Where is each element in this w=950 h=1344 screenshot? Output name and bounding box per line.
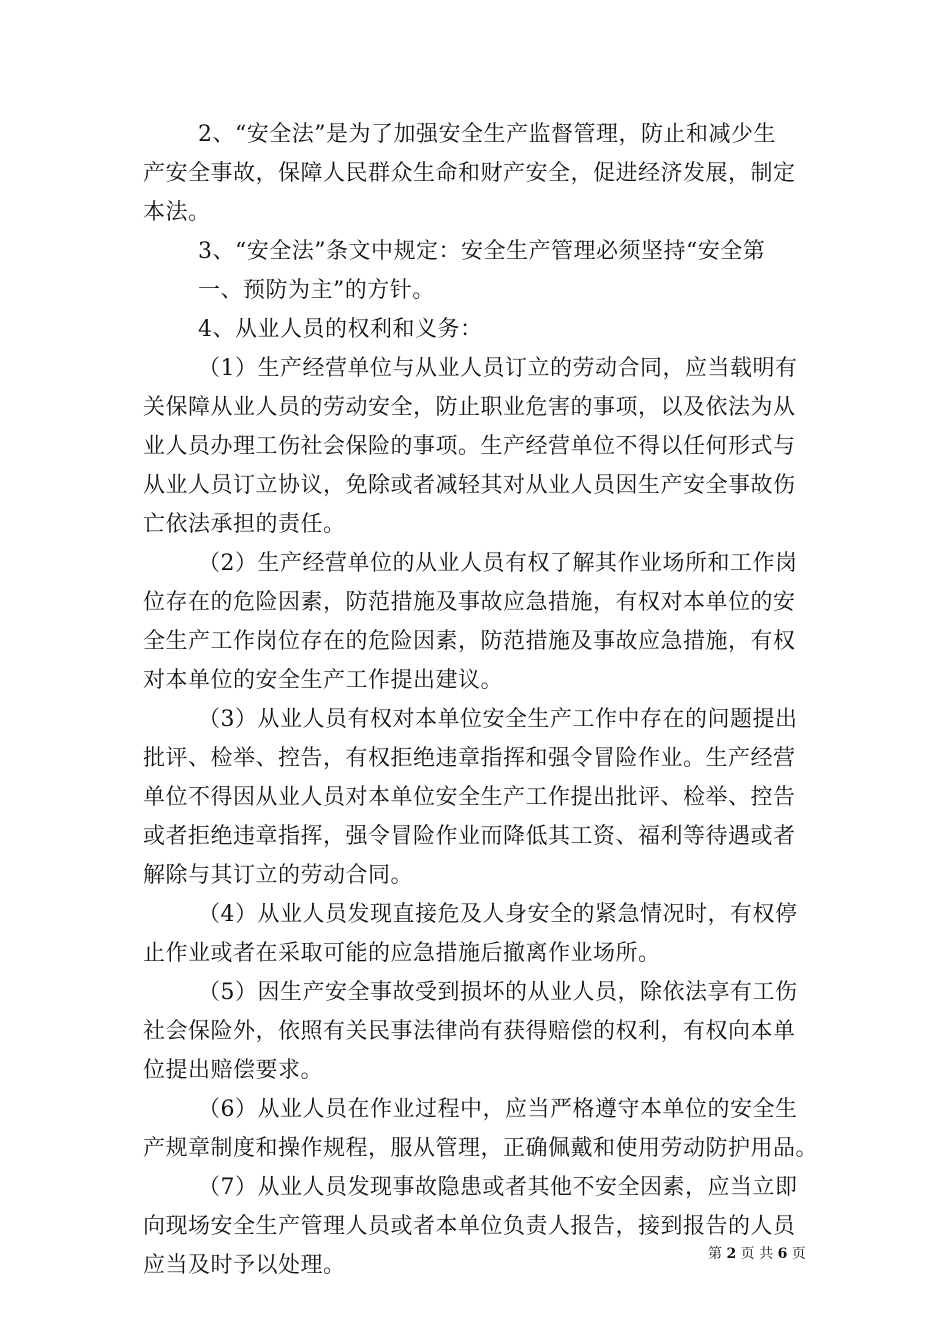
text-line: 3、“安全法”条文中规定：安全生产管理必须坚持“安全第 xyxy=(198,239,766,264)
text-line: 位提出赔偿要求。 xyxy=(143,1058,324,1083)
text-line: 本法。 xyxy=(143,200,211,225)
footer-suffix: 页 xyxy=(791,1246,806,1262)
text-line: 全生产工作岗位存在的危险因素，防范措施及事故应急措施，有权 xyxy=(143,629,796,654)
text-line: （6）从业人员在作业过程中，应当严格遵守本单位的安全生 xyxy=(198,1097,798,1122)
page-number-footer xyxy=(708,1245,806,1263)
text-line: 业人员办理工伤社会保险的事项。生产经营单位不得以任何形式与 xyxy=(143,434,796,459)
text-line: 产安全事故，保障人民群众生命和财产安全，促进经济发展，制定 xyxy=(143,161,796,186)
text-line: （5）因生产安全事故受到损坏的从业人员，除依法享有工伤 xyxy=(198,980,798,1005)
text-line: 向现场安全生产管理人员或者本单位负责人报告，接到报告的人员 xyxy=(143,1214,796,1239)
text-line: 解除与其订立的劳动合同。 xyxy=(143,863,414,888)
footer-middle: 页 共 xyxy=(740,1246,774,1262)
current-page-number: 2 xyxy=(726,1246,737,1262)
text-line: 单位不得因从业人员对本单位安全生产工作提出批评、检举、控告 xyxy=(143,785,796,810)
text-line: 亡依法承担的责任。 xyxy=(143,512,346,537)
text-line: （7）从业人员发现事故隐患或者其他不安全因素，应当立即 xyxy=(198,1175,798,1200)
text-line: （3）从业人员有权对本单位安全生产工作中存在的问题提出 xyxy=(198,707,798,732)
text-line: 2、“安全法”是为了加强安全生产监督管理，防止和减少生 xyxy=(198,122,776,147)
text-line: 一、预防为主”的方针。 xyxy=(198,278,435,303)
text-line: 产规章制度和操作规程，服从管理，正确佩戴和使用劳动防护用品。 xyxy=(143,1136,819,1161)
text-line: 止作业或者在采取可能的应急措施后撤离作业场所。 xyxy=(143,941,661,966)
text-line: 批评、检举、控告，有权拒绝违章指挥和强令冒险作业。生产经营 xyxy=(143,746,796,771)
text-line: 位存在的危险因素，防范措施及事故应急措施，有权对本单位的安 xyxy=(143,590,796,615)
text-line: 对本单位的安全生产工作提出建议。 xyxy=(143,668,504,693)
text-line: （1）生产经营单位与从业人员订立的劳动合同，应当载明有 xyxy=(198,356,798,381)
text-line: （2）生产经营单位的从业人员有权了解其作业场所和工作岗 xyxy=(198,551,798,576)
text-line: 从业人员订立协议，免除或者减轻其对从业人员因生产安全事故伤 xyxy=(143,473,796,498)
text-line: 关保障从业人员的劳动安全，防止职业危害的事项，以及依法为从 xyxy=(143,395,796,420)
text-line: 社会保险外，依照有关民事法律尚有获得赔偿的权利，有权向本单 xyxy=(143,1019,796,1044)
footer-prefix: 第 xyxy=(708,1246,722,1262)
total-pages-number: 6 xyxy=(777,1246,788,1262)
text-line: （4）从业人员发现直接危及人身安全的紧急情况时，有权停 xyxy=(198,902,798,927)
text-line: 或者拒绝违章指挥，强令冒险作业而降低其工资、福利等待遇或者 xyxy=(143,824,796,849)
text-line: 4、从业人员的权利和义务： xyxy=(198,317,483,342)
text-line: 应当及时予以处理。 xyxy=(143,1253,346,1278)
